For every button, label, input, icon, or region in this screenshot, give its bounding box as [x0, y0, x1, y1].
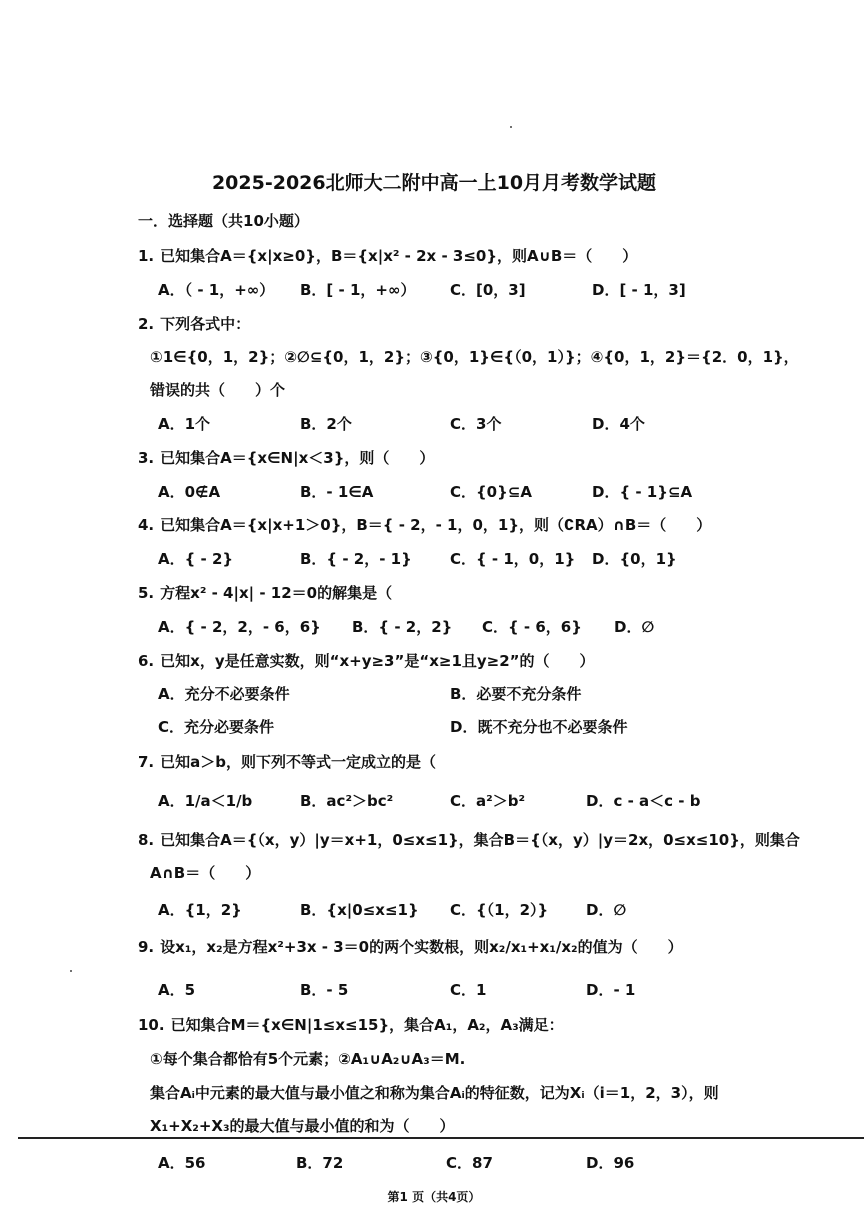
question-text: 已知集合A＝{x|x≥0}，B＝{x|x² - 2x - 3≤0}，则A∪B＝（ ）: [160, 247, 638, 265]
option-b: B．ac²＞bc²: [300, 792, 394, 810]
option-a: A．1个: [158, 415, 211, 433]
option-a: A．1/a＜1/b: [158, 792, 253, 810]
option-b: B．必要不充分条件: [450, 685, 582, 703]
question-text-line: 集合Aᵢ中元素的最大值与最小值之和称为集合Aᵢ的特征数，记为Xᵢ（i＝1，2，3），则: [150, 1084, 719, 1102]
option-a: A．充分不必要条件: [158, 685, 290, 703]
scan-speck: [70, 970, 72, 972]
option-b: B．- 5: [300, 981, 349, 999]
option-c: C．87: [446, 1154, 493, 1172]
question-text: 下列各式中：: [160, 315, 251, 333]
question-1: [138, 245, 637, 266]
option-c: C．3个: [450, 415, 502, 433]
option-a: A．56: [158, 1154, 206, 1172]
option-d: D．c - a＜c - b: [586, 792, 701, 810]
question-text: 设x₁，x₂是方程x²+3x - 3＝0的两个实数根，则x₂/x₁+x₁/x₂的值为（ ）: [160, 938, 683, 956]
option-c: C．a²＞b²: [450, 792, 526, 810]
option-b: B．[ - 1，+∞）: [300, 281, 416, 299]
option-a: A．（ - 1，+∞）: [158, 281, 275, 299]
question-10: [138, 1014, 564, 1035]
option-c: C．{ - 1，0，1}: [450, 550, 576, 568]
question-text: 已知集合A＝{x|x+1＞0}，B＝{ - 2，- 1，0，1}，则（∁RA）∩B＝（ ）: [160, 516, 712, 534]
question-number: 10.: [138, 1016, 165, 1034]
option-d: D．∅: [614, 618, 655, 636]
option-c: C．充分必要条件: [158, 718, 275, 736]
question-8: [138, 829, 800, 850]
option-d: D．∅: [586, 901, 627, 919]
question-number: 1.: [138, 247, 155, 265]
question-number: 2.: [138, 315, 155, 333]
question-number: 6.: [138, 652, 155, 670]
question-5: [138, 582, 392, 603]
question-text-line: ①1∈{0，1，2}；②∅⊆{0，1，2}；③{0，1}∈{（0，1）}；④{0，1，2}＝{2．0，1}，: [150, 348, 799, 366]
question-text: 已知集合M＝{x∈N|1≤x≤15}，集合A₁，A₂，A₃满足：: [170, 1016, 564, 1034]
question-text-line: A∩B＝（ ）: [150, 864, 261, 882]
question-text: 已知x，y是任意实数，则“x+y≥3”是“x≥1且y≥2”的（ ）: [160, 652, 595, 670]
scan-speck: [510, 126, 512, 128]
option-c: C．[0，3]: [450, 281, 526, 299]
question-6: [138, 650, 595, 671]
option-a: A．{1，2}: [158, 901, 242, 919]
question-number: 5.: [138, 584, 155, 602]
question-9: [138, 936, 683, 957]
question-number: 7.: [138, 753, 155, 771]
option-b: B．2个: [300, 415, 352, 433]
question-text: 方程x² - 4|x| - 12＝0的解集是（: [160, 584, 393, 602]
option-a: A．{ - 2，2，- 6，6}: [158, 618, 321, 636]
option-b: B．{x|0≤x≤1}: [300, 901, 419, 919]
option-c: C．{ - 6，6}: [482, 618, 582, 636]
option-b: B．- 1∈A: [300, 483, 374, 501]
option-c: C．{（1，2）}: [450, 901, 549, 919]
question-text-line: 错误的共（ ）个: [150, 381, 286, 399]
question-3: [138, 447, 434, 468]
question-7: [138, 751, 436, 772]
option-b: B．72: [296, 1154, 344, 1172]
option-a: A．{ - 2}: [158, 550, 234, 568]
question-2: [138, 313, 250, 334]
option-d: D．96: [586, 1154, 635, 1172]
option-d: D．{ - 1}⊆A: [592, 483, 693, 501]
question-text: 已知集合A＝{（x，y）|y＝x+1，0≤x≤1}，集合B＝{（x，y）|y＝2x，0≤x≤10}，则集合: [160, 831, 800, 849]
option-b: B．{ - 2，2}: [352, 618, 453, 636]
question-text: 已知a＞b，则下列不等式一定成立的是（: [160, 753, 437, 771]
divider-line: [18, 1137, 864, 1139]
option-d: D．{0，1}: [592, 550, 677, 568]
option-d: D．4个: [592, 415, 645, 433]
option-d: D．既不充分也不必要条件: [450, 718, 628, 736]
question-text: 已知集合A＝{x∈N|x＜3}，则（ ）: [160, 449, 435, 467]
section-heading: 一．选择题（共10小题）: [138, 212, 309, 230]
option-d: D．- 1: [586, 981, 636, 999]
question-number: 4.: [138, 516, 155, 534]
option-a: A．5: [158, 981, 196, 999]
option-d: D．[ - 1，3]: [592, 281, 686, 299]
page-footer: 第1 页（共4页）: [387, 1190, 481, 1204]
question-text-line: ①每个集合都恰有5个元素；②A₁∪A₂∪A₃＝M.: [150, 1050, 466, 1068]
option-c: C．{0}⊆A: [450, 483, 532, 501]
option-c: C．1: [450, 981, 487, 999]
question-text-line: X₁+X₂+X₃的最大值与最小值的和为（ ）: [150, 1117, 455, 1135]
option-a: A．0∉A: [158, 483, 221, 501]
option-b: B．{ - 2，- 1}: [300, 550, 412, 568]
question-4: [138, 514, 711, 535]
question-number: 9.: [138, 938, 155, 956]
question-number: 8.: [138, 831, 155, 849]
question-number: 3.: [138, 449, 155, 467]
exam-title: 2025-2026北师大二附中高一上10月月考数学试题: [211, 172, 657, 194]
